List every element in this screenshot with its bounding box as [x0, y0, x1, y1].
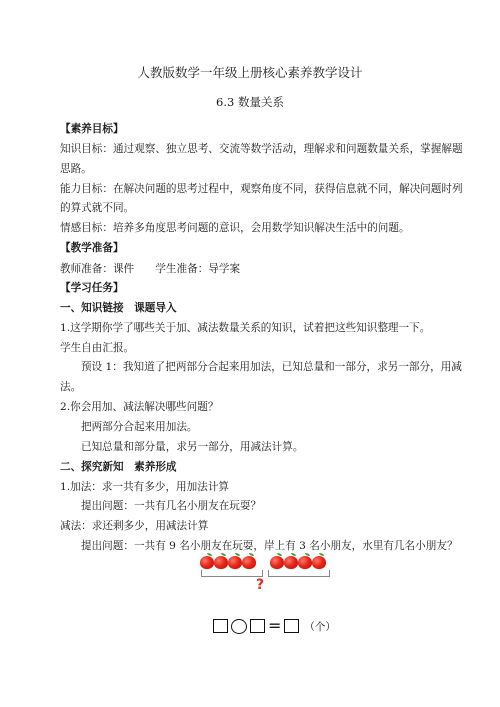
part-heading-intro: 一、知识链接 课题导入: [60, 302, 177, 314]
goal-knowledge: 知识目标：通过观察、独立思考、交流等数学活动，理解求和问题数量关系，掌握解题: [60, 143, 463, 155]
goal-knowledge-cont: 思路。: [60, 163, 92, 175]
step-subtraction-question: 提出问题：一共有 9 名小朋友在玩耍，岸上有 3 名小朋友，水里有几名小朋友？: [81, 540, 458, 552]
document-title: 人教版数学一年级上册核心素养教学设计: [137, 65, 363, 80]
apple-icon: [284, 556, 298, 569]
apple-icon: [200, 556, 214, 569]
blank-box[interactable]: [213, 619, 228, 633]
apple-icon: [298, 556, 312, 569]
question-1: 1.这学期你学了哪些关于加、减法数量关系的知识，试着把这些知识整理一下。: [60, 322, 431, 334]
apple-icon: [228, 556, 242, 569]
step-addition-question: 提出问题：一共有几名小朋友在玩耍？: [81, 500, 262, 512]
goal-ability: 能力目标：在解决问题的思考过程中，观察角度不同，获得信息就不同，解决问题时列: [60, 183, 463, 195]
question-2: 2.你会用加、减法解决哪些问题？: [60, 401, 219, 413]
part-heading-explore: 二、探究新知 素养形成: [60, 461, 177, 473]
prep-text: 教师准备：课件 学生准备：导学案: [60, 263, 241, 275]
step-subtraction: 减法：求还剩多少，用减法计算: [60, 520, 209, 532]
unit-label: （个）: [304, 620, 336, 633]
question-mark: ?: [256, 577, 265, 593]
answer-box[interactable]: [284, 619, 299, 633]
question-1-preset: 预设 1：我知道了把两部分合起来用加法，已知总量和一部分，求另一部分，用减: [81, 361, 462, 373]
apple-icon: [214, 556, 228, 569]
lesson-subtitle: 6.3 数量关系: [216, 95, 284, 109]
question-2-answer-b: 已知总量和部分量，求另一部分，用减法计算。: [81, 441, 304, 453]
question-2-answer-a: 把两部分合起来用加法。: [81, 421, 198, 433]
goal-ability-cont: 的算式就不同。: [60, 202, 135, 214]
step-addition: 1.加法：求一共有多少，用加法计算: [60, 481, 230, 493]
section-heading-prep: 【教学准备】: [60, 242, 124, 254]
blank-box[interactable]: [250, 619, 265, 633]
section-heading-tasks: 【学习任务】: [60, 282, 124, 294]
equation-template: [213, 618, 336, 634]
brace-right: [268, 570, 330, 577]
operator-circle[interactable]: [231, 619, 247, 634]
brace-left: [201, 570, 263, 577]
apple-icon: [270, 556, 284, 569]
equal-sign: =: [268, 616, 282, 635]
question-1-response: 学生自由汇报。: [60, 342, 135, 354]
apple-icon: [242, 556, 256, 569]
goal-emotion: 情感目标：培养多角度思考问题的意识，会用数学知识解决生活中的问题。: [60, 222, 410, 234]
apple-icon: [312, 556, 326, 569]
section-heading-goals: 【素养目标】: [60, 123, 124, 135]
question-1-preset-cont: 法。: [60, 381, 82, 393]
